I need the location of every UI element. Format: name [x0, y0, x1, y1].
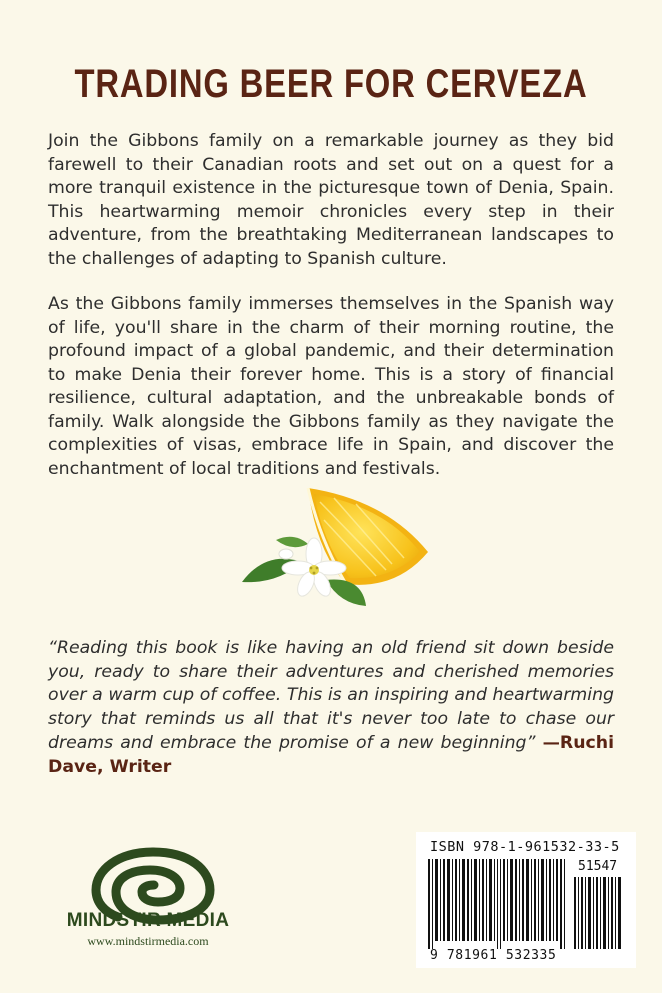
review-quote-text: “Reading this book is like having an old friend sit down beside you, ready to share their adventures and cherished memories over a warm cup of coffee. This is an inspiring and heartwarming story that reminds us all that it's never too late to chase our dreams and embrace the promise of a new beginning” — [48, 638, 614, 753]
publisher-name: MINDSTIR MEDIA — [66, 910, 230, 931]
review-quote — [48, 637, 614, 779]
publisher-url: www.mindstirmedia.com — [87, 934, 209, 948]
ean-number: 9 781961 532335 — [430, 948, 557, 963]
description-paragraph-1: Join the Gibbons family on a remarkable journey as they bid farewell to their Canadian roots and set out on a quest for a more tranquil existence in the picturesque town of Denia, Spain. This heartwarming memoir chronicles every step in their adventure, from the breathtaking Mediterranean landscapes to the challenges of adapting to Spanish culture. — [48, 131, 614, 269]
review-quote-author: —Ruchi Dave, Writer — [48, 732, 614, 777]
lemon-flower-illustration-icon — [236, 480, 436, 610]
page-title: TRADING BEER FOR CERVEZA — [74, 62, 588, 106]
isbn-label: ISBN 978-1-961532-33-5 — [430, 839, 620, 855]
ean-addon-code: 51547 — [578, 859, 618, 874]
description-paragraph-2: As the Gibbons family immerses themselves in the Spanish way of life, you'll share in the charm of their morning routine, the profound impact of a global pandemic, and their determination to make Denia their forever home. This is a story of financial resilience, cultural adaptation, and the unbreakable bonds of family. Walk alongside the Gibbons family as they navigate the complexities of visas, embrace life in Spain, and discover the enchantment of local traditions and festivals. — [48, 294, 614, 479]
